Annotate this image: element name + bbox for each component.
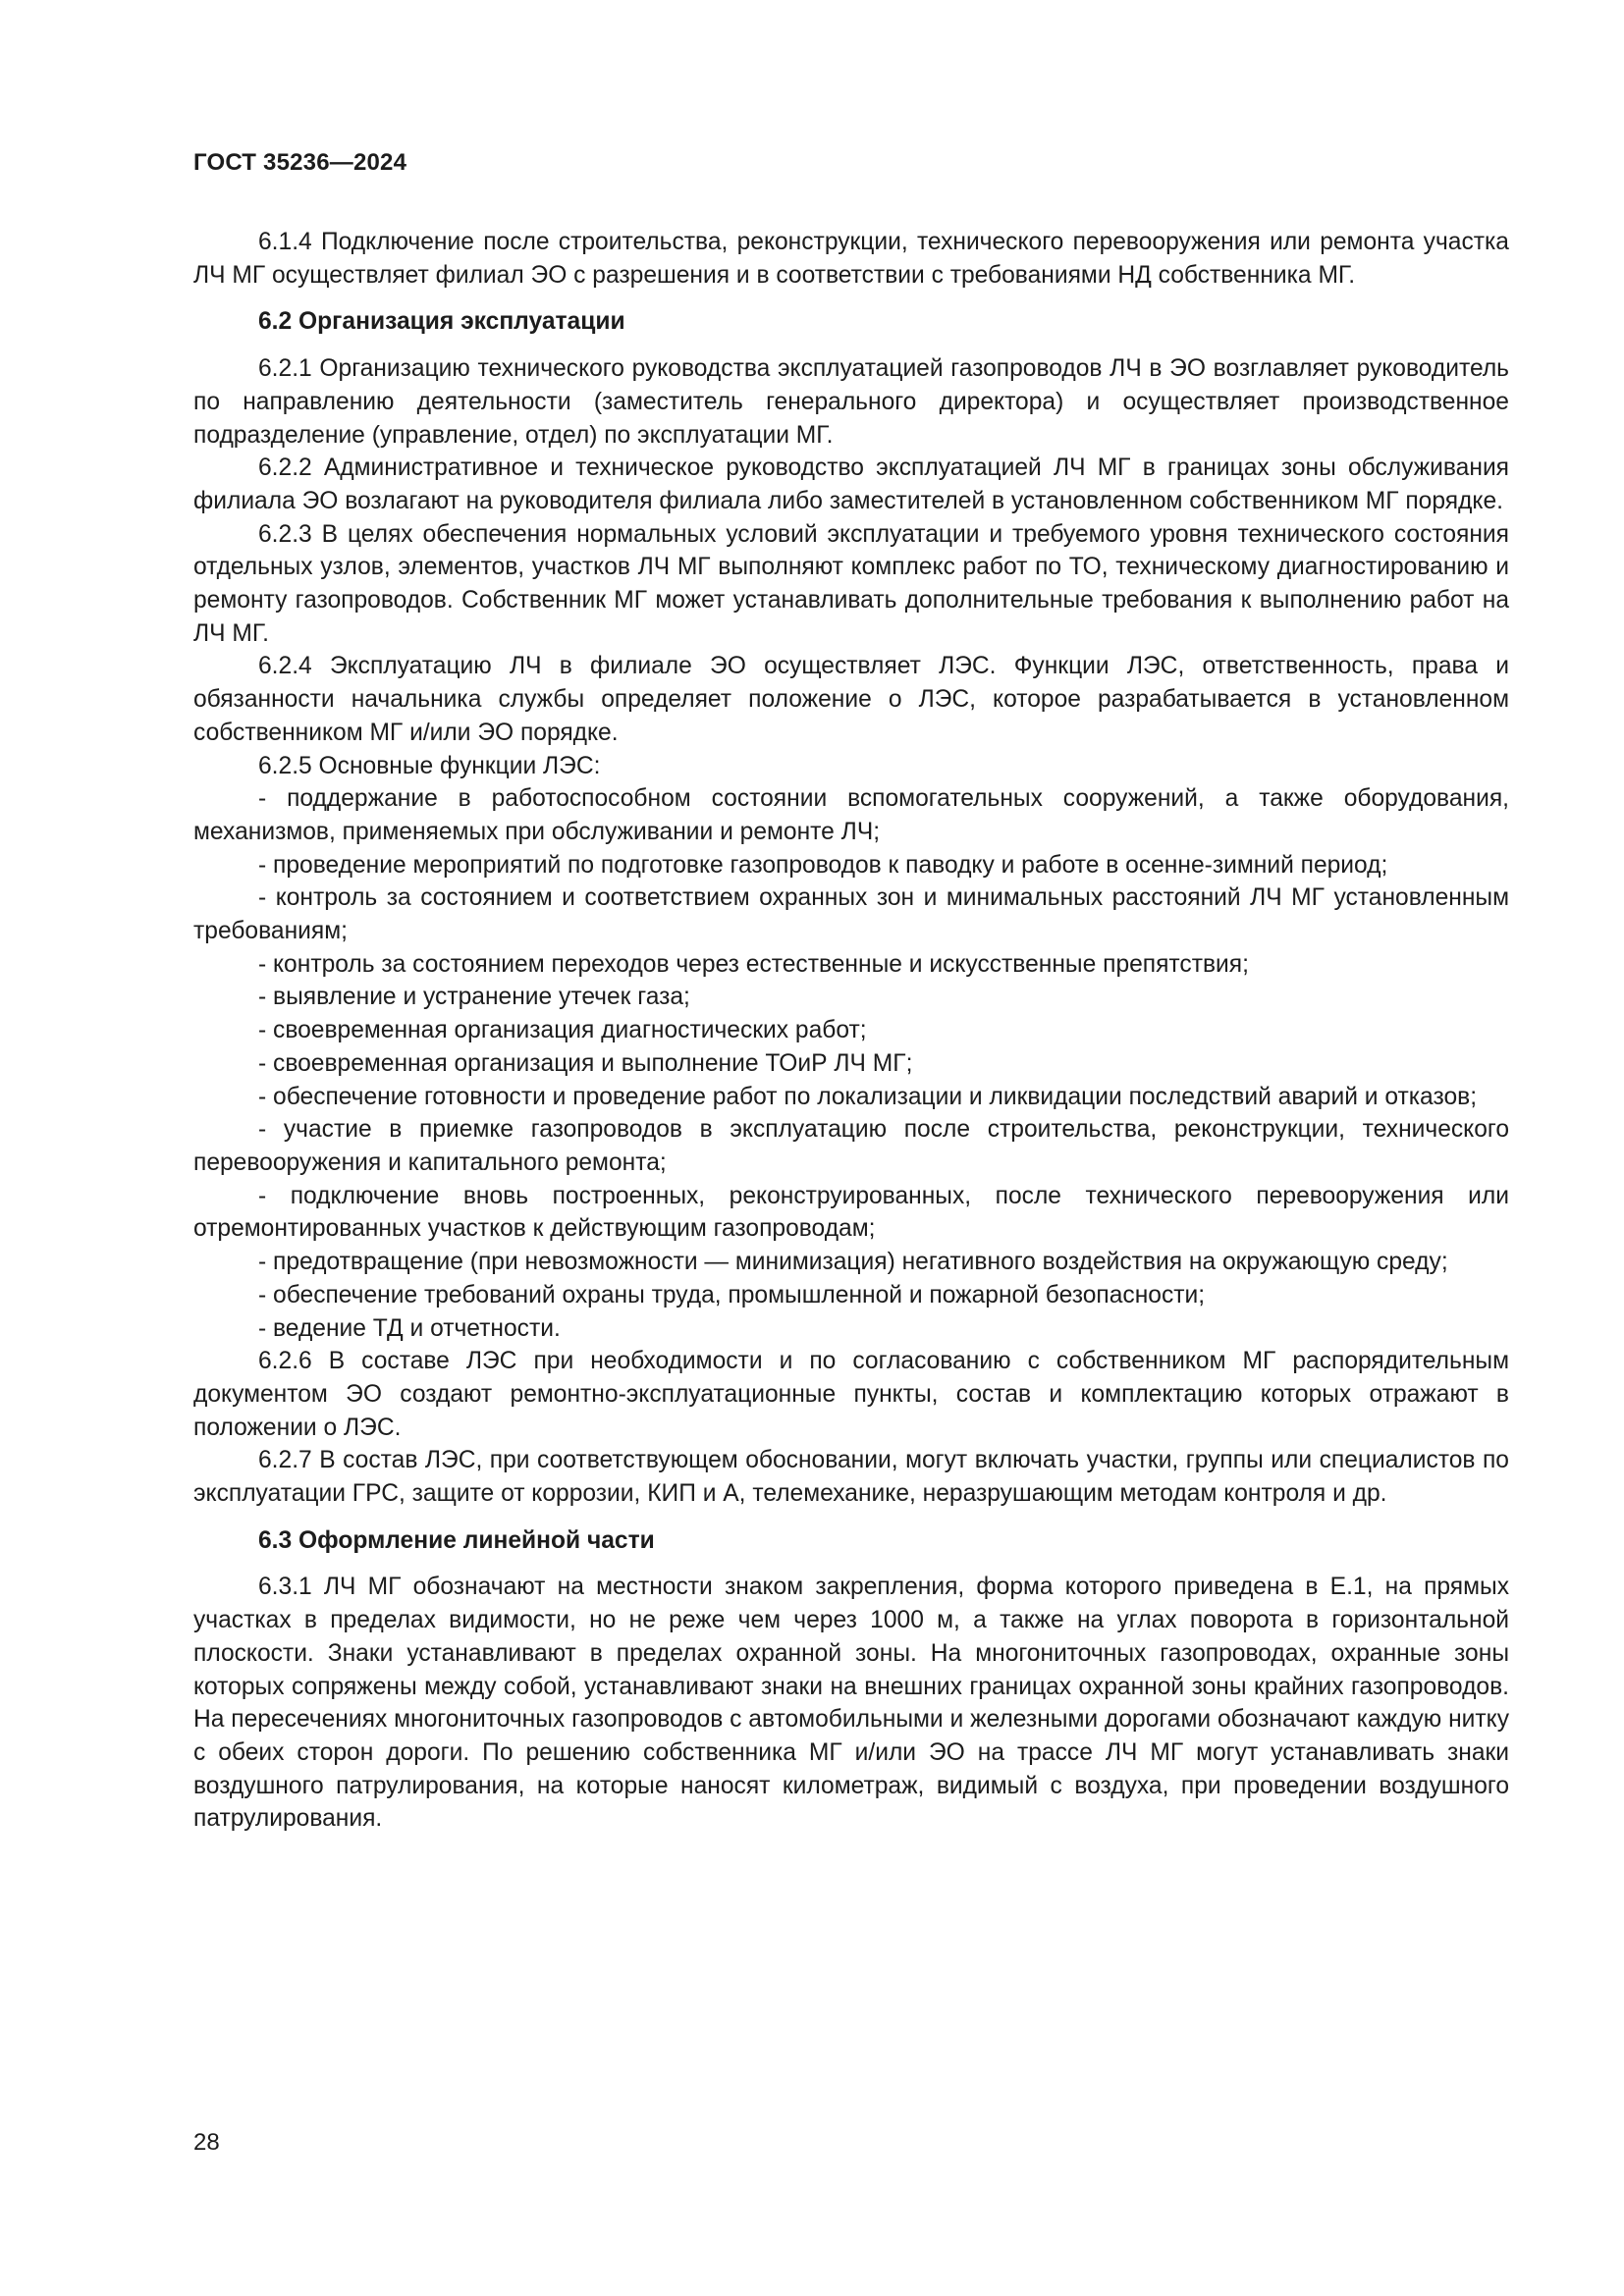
list-item: - подключение вновь построенных, реконструированных, после технического перевооружения или отремонтированных участков к действующим газопроводам; bbox=[193, 1182, 1509, 1243]
paragraph: 6.2.7 В состав ЛЭС, при соответствующем обосновании, могут включать участки, группы или специалистов по эксплуатации ГРС, защите от коррозии, КИП и А, телемеханике, неразрушающим методам контроля и др. bbox=[193, 1447, 1509, 1508]
document-body bbox=[193, 226, 1509, 1836]
list-item: - своевременная организация и выполнение ТОиР ЛЧ МГ; bbox=[258, 1049, 913, 1077]
list-item: - выявление и устранение утечек газа; bbox=[258, 984, 690, 1011]
list-item: - обеспечение готовности и проведение работ по локализации и ликвидации последствий аварий и отказов; bbox=[258, 1083, 1478, 1110]
paragraph: 6.2.5 Основные функции ЛЭС: bbox=[258, 752, 601, 779]
paragraph: 6.3.1 ЛЧ МГ обозначают на местности знаком закрепления, форма которого приведена в Е.1, на прямых участках в пределах видимости, но не реже чем через 1000 м, а также на углах поворота в горизонтальной плоскости. Знаки устанавливают в пределах охранной зоны. На многониточных газопроводах, охранные зоны которых сопряжены между собой, устанавливают знаки на внешних границах охранной зоны крайних газопроводов. На пересечениях многониточных газопроводов с автомобильными и железными дорогами обозначают каждую нитку с обеих сторон дороги. По решению собственника МГ и/или ЭО на трассе ЛЧ МГ могут устанавливать знаки воздушного патрулирования, на которые наносят километраж, видимый с воздуха, при проведении воздушного патрулирования. bbox=[193, 1574, 1509, 1833]
list-item: - поддержание в работоспособном состоянии вспомогательных сооружений, а также оборудования, механизмов, применяемых при обслуживании и ремонте ЛЧ; bbox=[193, 785, 1509, 845]
list-item: - своевременная организация диагностических работ; bbox=[258, 1017, 867, 1044]
list-item: - предотвращение (при невозможности — минимизация) негативного воздействия на окружающую среду; bbox=[258, 1249, 1448, 1276]
paragraph: 6.2.1 Организацию технического руководства эксплуатацией газопроводов ЛЧ в ЭО возглавляет руководитель по направлению деятельности (заместитель генерального директора) и осуществляет производственное подразделение (управление, отдел) по эксплуатации МГ. bbox=[193, 355, 1509, 449]
paragraph: 6.2.6 В составе ЛЭС при необходимости и по согласованию с собственником МГ распорядительным документом ЭО создают ремонтно-эксплуатационные пункты, состав и комплектацию которых отражают в положении о ЛЭС. bbox=[193, 1348, 1509, 1441]
paragraph: 6.2.4 Эксплуатацию ЛЧ в филиале ЭО осуществляет ЛЭС. Функции ЛЭС, ответственность, права и обязанности начальника службы определяет положение о ЛЭС, которое разрабатывается в установленном собственником МГ и/или ЭО порядке. bbox=[193, 653, 1509, 746]
list-item: - участие в приемке газопроводов в эксплуатацию после строительства, реконструкции, технического перевооружения и капитального ремонта; bbox=[193, 1116, 1509, 1176]
list-item: - проведение мероприятий по подготовке газопроводов к паводку и работе в осенне-зимний период; bbox=[258, 851, 1388, 879]
list-item: - ведение ТД и отчетности. bbox=[258, 1314, 561, 1342]
list-item: - контроль за состоянием переходов через естественные и искусственные препятствия; bbox=[258, 950, 1249, 978]
list-item: - обеспечение требований охраны труда, промышленной и пожарной безопасности; bbox=[258, 1281, 1206, 1308]
paragraph: 6.2.2 Административное и техническое руководство эксплуатацией ЛЧ МГ в границах зоны обслуживания филиала ЭО возлагают на руководителя филиала либо заместителей в установленном собственником МГ порядке. bbox=[193, 454, 1509, 514]
section-heading: 6.2 Организация эксплуатации bbox=[258, 308, 625, 336]
document-header: ГОСТ 35236—2024 bbox=[193, 149, 407, 176]
page-number: 28 bbox=[193, 2129, 220, 2156]
paragraph: 6.1.4 Подключение после строительства, реконструкции, технического перевооружения или ремонта участка ЛЧ МГ осуществляет филиал ЭО с разрешения и в соответствии с требованиями НД собственника МГ. bbox=[193, 229, 1509, 289]
list-item: - контроль за состоянием и соответствием охранных зон и минимальных расстояний ЛЧ МГ установленным требованиям; bbox=[193, 884, 1509, 945]
section-heading: 6.3 Оформление линейной части bbox=[258, 1526, 655, 1554]
paragraph: 6.2.3 В целях обеспечения нормальных условий эксплуатации и требуемого уровня технического состояния отдельных узлов, элементов, участков ЛЧ МГ выполняют комплекс работ по ТО, техническому диагностированию и ремонту газопроводов. Собственник МГ может устанавливать дополнительные требования к выполнению работ на ЛЧ МГ. bbox=[193, 520, 1509, 647]
